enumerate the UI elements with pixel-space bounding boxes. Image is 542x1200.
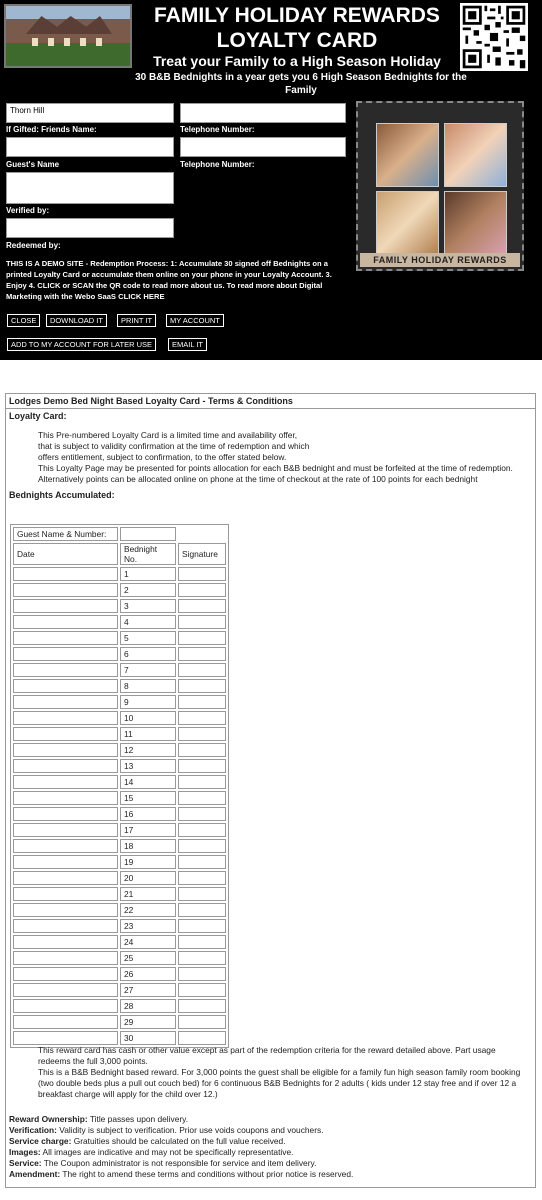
- date-cell[interactable]: [13, 903, 118, 917]
- signature-cell[interactable]: [178, 791, 226, 805]
- clause: [9, 1136, 529, 1147]
- date-cell[interactable]: [13, 983, 118, 997]
- col-date: Date: [13, 543, 118, 565]
- date-cell[interactable]: [13, 919, 118, 933]
- date-cell[interactable]: [13, 599, 118, 613]
- signature-cell[interactable]: [178, 583, 226, 597]
- verified-label: Verified by:: [6, 206, 50, 215]
- signature-cell[interactable]: [178, 759, 226, 773]
- table-row: [13, 1031, 226, 1045]
- date-cell[interactable]: [13, 663, 118, 677]
- clause-key: Verification:: [9, 1125, 57, 1135]
- signature-cell[interactable]: [178, 727, 226, 741]
- date-cell[interactable]: [13, 935, 118, 949]
- signature-cell[interactable]: [178, 807, 226, 821]
- signature-cell[interactable]: [178, 839, 226, 853]
- bednight-number: 23: [120, 919, 176, 933]
- date-cell[interactable]: [13, 967, 118, 981]
- guest-name-textarea[interactable]: [6, 172, 174, 204]
- date-cell[interactable]: [13, 871, 118, 885]
- table-row: [13, 647, 226, 661]
- verified-field[interactable]: [6, 218, 174, 238]
- bednight-number: 3: [120, 599, 176, 613]
- friends-name-field[interactable]: [6, 137, 174, 157]
- clauses: [9, 1114, 529, 1180]
- table-row: [13, 775, 226, 789]
- loyalty-text: This Pre-numbered Loyalty Card is a limited time and availability offer, that is subject to validity confirmation at the time of redemption and which offers entitlement, subject to confirmation, to the offer stated below. This Loyalty Page may be presented for points allocation for each B&B bednight and must be forfeited at the time of redemption. Alternatively points can be allocated online on phone at the time of checkout at the rate of 100 points for each bednight: [38, 430, 513, 484]
- signature-cell[interactable]: [178, 887, 226, 901]
- clause-key: Service charge:: [9, 1136, 72, 1146]
- clause-key: Images:: [9, 1147, 41, 1157]
- bednight-number: 29: [120, 1015, 176, 1029]
- date-cell[interactable]: [13, 679, 118, 693]
- bednights-table: [10, 524, 229, 1048]
- clause-text: Title passes upon delivery.: [87, 1114, 189, 1124]
- date-cell[interactable]: [13, 743, 118, 757]
- bednight-number: 5: [120, 631, 176, 645]
- bednight-number: 28: [120, 999, 176, 1013]
- bednight-number: 15: [120, 791, 176, 805]
- bednight-number: 1: [120, 567, 176, 581]
- date-cell[interactable]: [13, 631, 118, 645]
- clause: [9, 1114, 529, 1125]
- card-subtitle: Treat your Family to a High Season Holiday: [153, 53, 441, 69]
- bednight-number: 27: [120, 983, 176, 997]
- clause-text: The Coupon administrator is not responsible for service and item delivery.: [41, 1158, 317, 1168]
- bednight-number: 8: [120, 679, 176, 693]
- table-row: [13, 1015, 226, 1029]
- signature-cell[interactable]: [178, 823, 226, 837]
- clause: [9, 1125, 529, 1136]
- table-row: [13, 903, 226, 917]
- telephone-label-2: Telephone Number:: [180, 160, 255, 169]
- bednight-number: 4: [120, 615, 176, 629]
- bednight-number: 9: [120, 695, 176, 709]
- table-row: [13, 807, 226, 821]
- signature-cell[interactable]: [178, 647, 226, 661]
- signature-cell[interactable]: [178, 1015, 226, 1029]
- signature-cell[interactable]: [178, 679, 226, 693]
- table-row: [13, 759, 226, 773]
- signature-cell[interactable]: [178, 599, 226, 613]
- clause-key: Amendment:: [9, 1169, 61, 1179]
- guest-name-label: Guest's Name: [6, 160, 60, 169]
- card-offer: 30 B&B Bednights in a year gets you 6 High Season Bednights for the Family: [135, 72, 467, 96]
- signature-cell[interactable]: [178, 999, 226, 1013]
- date-cell[interactable]: [13, 615, 118, 629]
- date-cell[interactable]: [13, 807, 118, 821]
- signature-cell[interactable]: [178, 711, 226, 725]
- date-cell[interactable]: [13, 1031, 118, 1045]
- clause: [9, 1169, 529, 1180]
- col-signature: Signature: [178, 543, 226, 565]
- signature-cell[interactable]: [178, 1031, 226, 1045]
- bednights-heading: Bednights Accumulated:: [9, 490, 115, 500]
- bednight-number: 19: [120, 855, 176, 869]
- date-cell[interactable]: [13, 999, 118, 1013]
- signature-cell[interactable]: [178, 775, 226, 789]
- redeemed-label: Redeemed by:: [6, 241, 61, 250]
- date-cell[interactable]: [13, 855, 118, 869]
- bednight-number: 18: [120, 839, 176, 853]
- signature-cell[interactable]: [178, 743, 226, 757]
- bednight-number: 12: [120, 743, 176, 757]
- demo-notice[interactable]: THIS IS A DEMO SITE - Redemption Process: 1: Accumulate 30 signed off Bednights on a printed Loyalty Card or accumulate them online on your phone in your Loyalty Account. 3. Enjoy 4. CLICK or SCAN the QR code to read more about us. To read more about Digital Marketing with the Webo SaaS CLICK HERE: [6, 259, 332, 301]
- clause-text: All images are indicative and may not be specifically representative.: [40, 1147, 294, 1157]
- date-cell[interactable]: [13, 759, 118, 773]
- signature-cell[interactable]: [178, 663, 226, 677]
- print-button[interactable]: PRINT IT: [117, 314, 156, 327]
- terms-title: Lodges Demo Bed Night Based Loyalty Card - Terms & Conditions: [6, 394, 535, 409]
- email-button[interactable]: EMAIL IT: [168, 338, 207, 351]
- signature-cell[interactable]: [178, 695, 226, 709]
- signature-cell[interactable]: [178, 951, 226, 965]
- table-row: [13, 839, 226, 853]
- bednight-number: 17: [120, 823, 176, 837]
- date-cell[interactable]: [13, 887, 118, 901]
- telephone-label-1: Telephone Number:: [180, 125, 255, 134]
- clause-text: The right to amend these terms and conditions without prior notice is reserved.: [60, 1169, 354, 1179]
- signature-cell[interactable]: [178, 615, 226, 629]
- date-cell[interactable]: [13, 711, 118, 725]
- bednight-number: 26: [120, 967, 176, 981]
- table-row: [13, 983, 226, 997]
- guest-name-cell: Guest Name & Number:: [13, 527, 118, 541]
- signature-cell[interactable]: [178, 919, 226, 933]
- bednight-number: 10: [120, 711, 176, 725]
- bednight-number: 13: [120, 759, 176, 773]
- table-row: [13, 871, 226, 885]
- table-row: [13, 711, 226, 725]
- qr-code-icon[interactable]: [460, 3, 528, 71]
- bednight-number: 11: [120, 727, 176, 741]
- add-to-account-button[interactable]: ADD TO MY ACCOUNT FOR LATER USE: [7, 338, 156, 351]
- loyalty-card: [0, 0, 542, 360]
- date-cell[interactable]: [13, 567, 118, 581]
- close-button[interactable]: CLOSE: [7, 314, 40, 327]
- bednight-number: 6: [120, 647, 176, 661]
- signature-cell[interactable]: [178, 855, 226, 869]
- date-cell[interactable]: [13, 695, 118, 709]
- table-row: [13, 727, 226, 741]
- photo-caption: FAMILY HOLIDAY REWARDS: [360, 253, 520, 267]
- clause-key: Reward Ownership:: [9, 1114, 88, 1124]
- table-row: [13, 855, 226, 869]
- table-row: [13, 823, 226, 837]
- table-row: [13, 663, 226, 677]
- clause: [9, 1147, 529, 1158]
- table-row: [13, 999, 226, 1013]
- bednight-number: 14: [120, 775, 176, 789]
- table-row: [13, 679, 226, 693]
- table-row: [13, 951, 226, 965]
- table-row: [13, 583, 226, 597]
- table-row: [13, 919, 226, 933]
- telephone-field-1[interactable]: [180, 103, 346, 123]
- download-button[interactable]: DOWNLOAD IT: [46, 314, 107, 327]
- terms-panel: [5, 393, 536, 1188]
- table-row: [13, 615, 226, 629]
- signature-cell[interactable]: [178, 967, 226, 981]
- table-row: [13, 631, 226, 645]
- signature-cell[interactable]: [178, 871, 226, 885]
- loyalty-heading: Loyalty Card:: [9, 411, 67, 421]
- guest-name-input[interactable]: [120, 527, 176, 541]
- bednight-number: 20: [120, 871, 176, 885]
- signature-cell[interactable]: [178, 631, 226, 645]
- bednight-number: 7: [120, 663, 176, 677]
- my-account-button[interactable]: MY ACCOUNT: [166, 314, 224, 327]
- gifted-label: If Gifted: Friends Name:: [6, 125, 97, 134]
- date-cell[interactable]: [13, 951, 118, 965]
- date-cell[interactable]: [13, 791, 118, 805]
- telephone-field-2[interactable]: [180, 137, 346, 157]
- family-photo-collage: [356, 101, 524, 271]
- signature-cell[interactable]: [178, 935, 226, 949]
- table-row: [13, 567, 226, 581]
- reward-text: This reward card has cash or other value except as part of the redemption criteria for the reward detailed above. Part usage redeems the full 3,000 points. This is a B&B Bednight based reward. For 3,000 points the guest shall be eligible for a family fun high season family room booking (two double beds plus a pull out couch bed) for 6 continuous B&B Bednights for 2 adults ( kids under 12 stay free and if over 12 a breakfast charge will apply for the child over 12.): [38, 1045, 521, 1099]
- bednight-number: 16: [120, 807, 176, 821]
- bednight-number: 22: [120, 903, 176, 917]
- signature-cell[interactable]: [178, 567, 226, 581]
- col-bednight: Bednight No.: [120, 543, 176, 565]
- table-row: [13, 935, 226, 949]
- table-row: [13, 967, 226, 981]
- table-row: [13, 599, 226, 613]
- date-cell[interactable]: [13, 727, 118, 741]
- bednight-number: 30: [120, 1031, 176, 1045]
- bednight-number: 21: [120, 887, 176, 901]
- date-cell[interactable]: [13, 647, 118, 661]
- table-row: [13, 887, 226, 901]
- date-cell[interactable]: [13, 775, 118, 789]
- table-row: [13, 791, 226, 805]
- hotel-photo: [4, 4, 132, 68]
- clause-text: Gratuities should be calculated on the full value received.: [71, 1136, 286, 1146]
- date-cell[interactable]: [13, 1015, 118, 1029]
- signature-cell[interactable]: [178, 903, 226, 917]
- date-cell[interactable]: [13, 823, 118, 837]
- date-cell[interactable]: [13, 583, 118, 597]
- clause: [9, 1158, 529, 1169]
- table-row: [13, 695, 226, 709]
- clause-key: Service:: [9, 1158, 42, 1168]
- clause-text: Validity is subject to verification. Prior use voids coupons and vouchers.: [56, 1125, 324, 1135]
- bednight-number: 2: [120, 583, 176, 597]
- bednight-number: 25: [120, 951, 176, 965]
- bednight-number: 24: [120, 935, 176, 949]
- name-field[interactable]: Thorn Hill: [6, 103, 174, 123]
- card-title: FAMILY HOLIDAY REWARDS LOYALTY CARD: [154, 4, 440, 52]
- signature-cell[interactable]: [178, 983, 226, 997]
- date-cell[interactable]: [13, 839, 118, 853]
- table-row: [13, 743, 226, 757]
